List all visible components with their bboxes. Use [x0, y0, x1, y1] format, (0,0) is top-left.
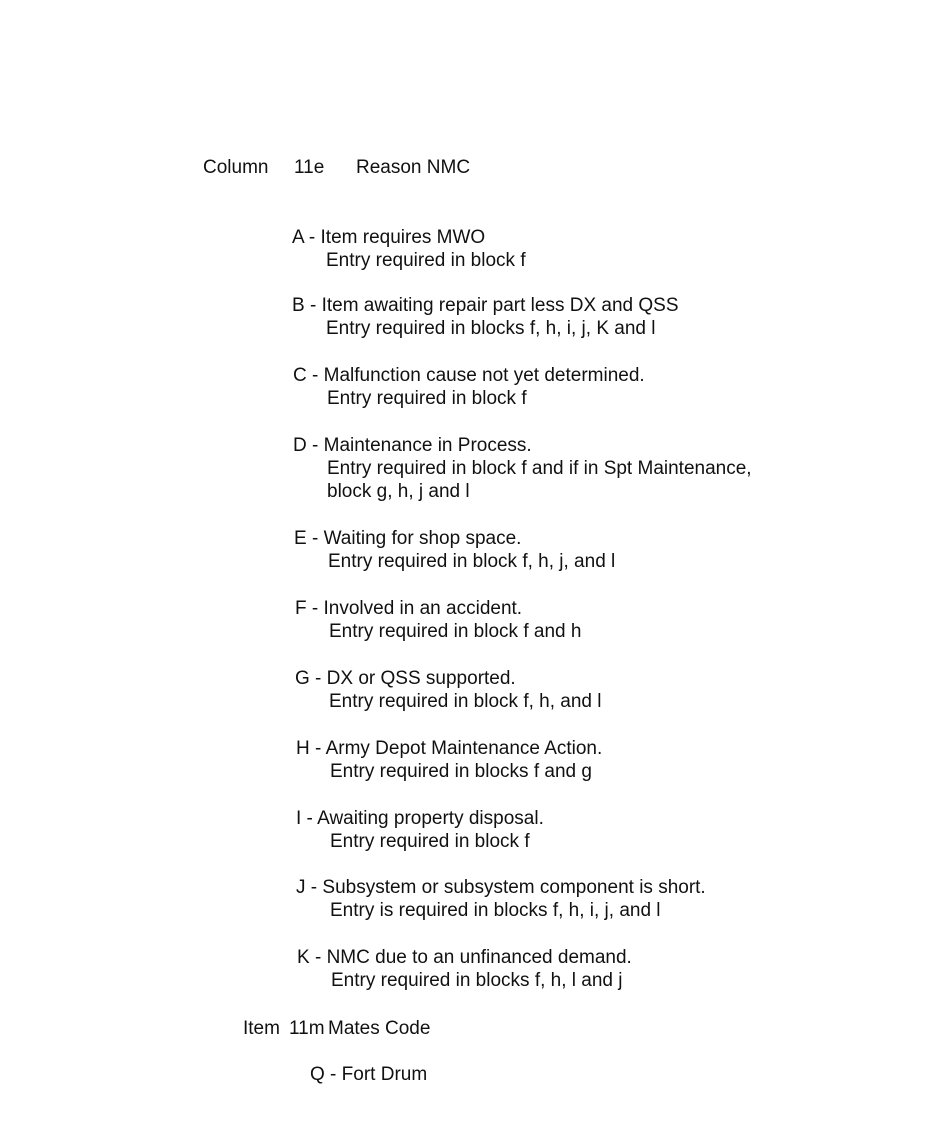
reason-detail: Entry required in block f: [330, 831, 530, 852]
reason-code: J: [296, 877, 306, 898]
reason-detail: block g, h, j and l: [327, 481, 470, 502]
column-header: [203, 156, 603, 180]
reason-title: DX or QSS supported.: [326, 668, 516, 689]
reason-title-line: B - Item awaiting repair part less DX and QSS: [292, 295, 679, 316]
reason-detail: Entry required in block f, h, and l: [329, 691, 602, 712]
reason-detail: Entry required in blocks f, h, l and j: [331, 970, 623, 991]
reason-title: Army Depot Maintenance Action.: [325, 738, 603, 759]
reason-detail: Entry required in block f, h, j, and l: [328, 551, 616, 572]
reason-code: E: [294, 528, 307, 549]
reason-detail: Entry required in blocks f and g: [330, 761, 592, 782]
reason-detail: Entry required in block f: [327, 388, 527, 409]
reason-title: Malfunction cause not yet determined.: [323, 365, 645, 386]
reason-title: Maintenance in Process.: [323, 435, 532, 456]
item-label: Item: [243, 1018, 280, 1039]
reason-title: NMC due to an unfinanced demand.: [326, 947, 632, 968]
reason-item-c: [293, 364, 645, 410]
item-header: [243, 1017, 543, 1041]
reason-code: B: [292, 295, 305, 316]
reason-title-line: C - Malfunction cause not yet determined.: [293, 365, 645, 386]
reason-title-line: H - Army Depot Maintenance Action.: [296, 738, 603, 759]
reason-code: I: [296, 808, 302, 829]
reason-item-i: [296, 807, 544, 853]
reason-code: G: [295, 668, 310, 689]
reason-detail: Entry required in block f and if in Spt Maintenance,: [327, 458, 752, 479]
reason-title-line: F - Involved in an accident.: [295, 598, 523, 619]
reason-title: Awaiting property disposal.: [317, 808, 544, 829]
reason-title: Item awaiting repair part less DX and QSS: [321, 295, 679, 316]
reason-item-j: [296, 876, 706, 922]
reason-detail: Entry required in block f: [326, 250, 526, 271]
reason-title: Item requires MWO: [320, 227, 486, 248]
reason-item-f: [295, 597, 581, 643]
reason-code: F: [295, 598, 307, 619]
reason-item-g: [295, 667, 601, 713]
mates-item-q: [310, 1063, 427, 1086]
reason-detail: Entry required in block f and h: [329, 621, 582, 642]
mates-line: Q - Fort Drum: [310, 1064, 428, 1085]
reason-title-line: G - DX or QSS supported.: [295, 668, 516, 689]
reason-title-line: J - Subsystem or subsystem component is short.: [296, 877, 706, 898]
column-label: Column: [203, 157, 269, 178]
reason-item-h: [296, 737, 602, 783]
reason-title: Subsystem or subsystem component is short.: [322, 877, 706, 898]
reason-title: Involved in an accident.: [323, 598, 523, 619]
reason-code: H: [296, 738, 310, 759]
reason-code: K: [297, 947, 310, 968]
reason-item-a: [292, 226, 526, 272]
reason-item-d: [293, 434, 752, 503]
reason-title-line: D - Maintenance in Process.: [293, 435, 532, 456]
reason-detail: Entry required in blocks f, h, i, j, K and l: [326, 318, 656, 339]
reason-title-line: E - Waiting for shop space.: [294, 528, 522, 549]
reason-item-e: [294, 527, 615, 573]
column-title: Reason NMC: [356, 157, 471, 178]
reason-code: D: [293, 435, 307, 456]
reason-title-line: A - Item requires MWO: [292, 227, 486, 248]
reason-item-k: [297, 946, 632, 992]
item-title: Mates Code: [328, 1018, 431, 1039]
column-code: 11e: [294, 157, 325, 178]
mates-title: Fort Drum: [341, 1064, 428, 1085]
reason-item-b: [292, 294, 679, 340]
reason-title-line: I - Awaiting property disposal.: [296, 808, 544, 829]
reason-title: Waiting for shop space.: [323, 528, 522, 549]
reason-code: A: [292, 227, 304, 248]
item-code: 11m: [289, 1018, 325, 1039]
reason-detail: Entry is required in blocks f, h, i, j, and l: [330, 900, 661, 921]
reason-code: C: [293, 365, 307, 386]
reason-title-line: K - NMC due to an unfinanced demand.: [297, 947, 632, 968]
mates-code: Q: [310, 1064, 325, 1085]
